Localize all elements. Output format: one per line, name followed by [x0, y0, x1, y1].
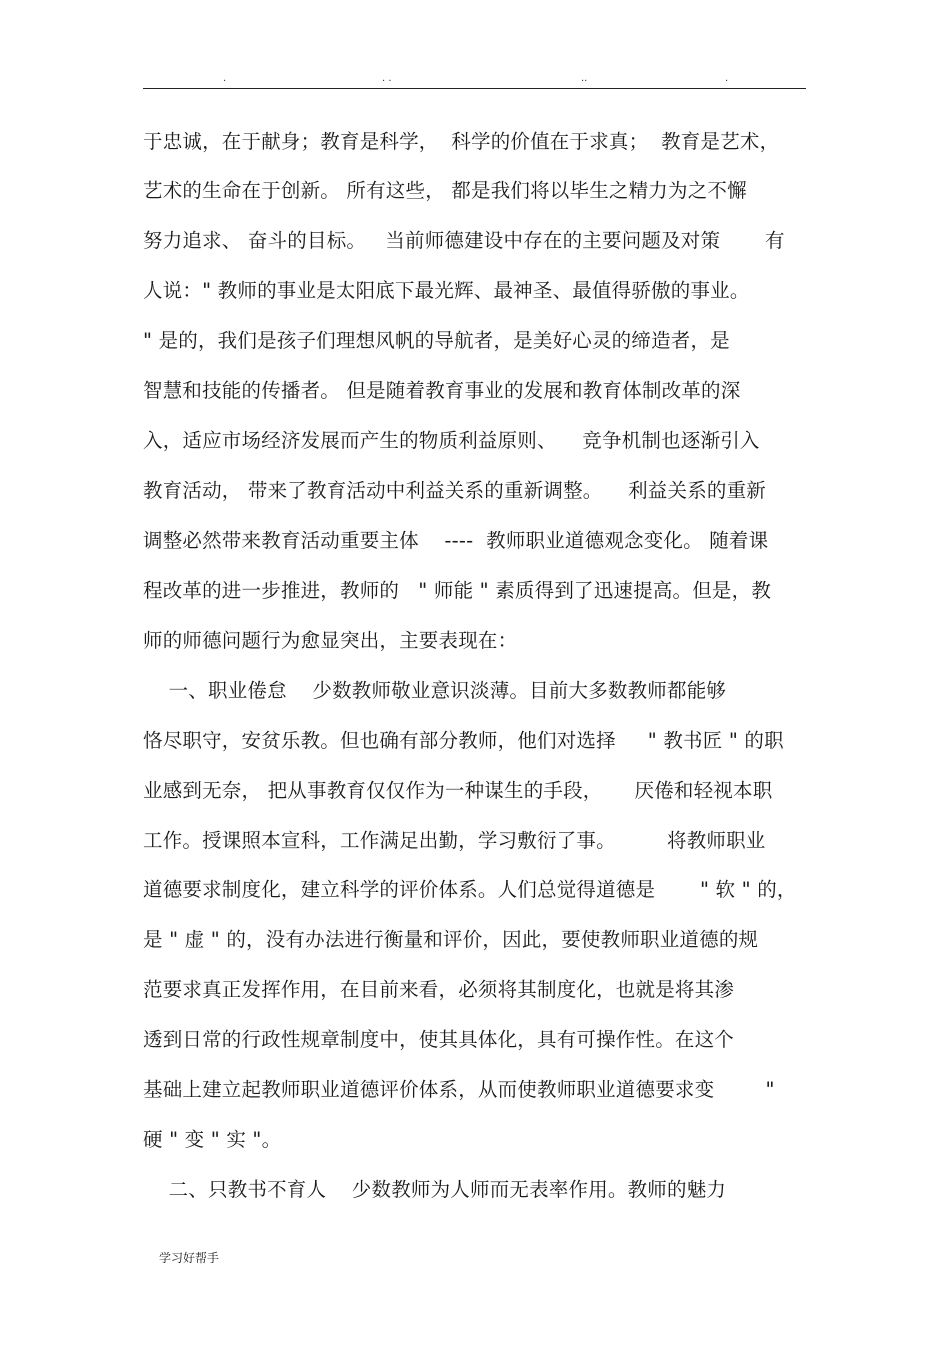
header-mark: ..: [581, 73, 588, 84]
text-line: 道德要求制度化，建立科学的评价体系。人们总觉得道德是 " 软 " 的，: [143, 878, 797, 901]
text-line: 于忠诚，在于献身；教育是科学， 科学的价值在于求真； 教育是艺术，: [143, 130, 780, 153]
text-line: 艺术的生命在于创新。 所有这些， 都是我们将以毕生之精力为之不懈: [143, 179, 747, 202]
text-line: 一、职业倦怠 少数教师敬业意识淡薄。目前大多数教师都能够: [143, 679, 727, 702]
text-line: 基础上建立起教师职业道德评价体系，从而使教师职业道德要求变 ": [143, 1078, 775, 1101]
text-line: " 是的，我们是孩子们理想风帆的导航者，是美好心灵的缔造者，是: [143, 329, 730, 352]
page-footer: 学习好帮手: [159, 1251, 220, 1265]
text-line: 入，适应市场经济发展而产生的物质利益原则、 竞争机制也逐渐引入: [143, 429, 760, 452]
text-line: 程改革的进一步推进，教师的 " 师能 " 素质得到了迅速提高。但是，教: [143, 579, 772, 602]
header-mark: . .: [382, 73, 392, 84]
text-line: 恪尽职守，安贫乐教。但也确有部分教师，他们对选择 " 教书匠 " 的职: [143, 729, 784, 752]
text-line: 人说：" 教师的事业是太阳底下最光辉、最神圣、最值得骄傲的事业。: [143, 279, 750, 302]
text-line: 透到日常的行政性规章制度中，使其具体化，具有可操作性。在这个: [143, 1028, 735, 1051]
text-line: 努力追求、 奋斗的目标。 当前师德建设中存在的主要问题及对策 有: [143, 229, 785, 252]
page-header: [143, 72, 806, 86]
text-line: 调整必然带来教育活动重要主体 ---- 教师职业道德观念变化。 随着课: [143, 529, 769, 552]
text-line: 业感到无奈， 把从事教育仅仅作为一种谋生的手段， 厌倦和轻视本职: [143, 779, 773, 802]
text-line: 范要求真正发挥作用，在目前来看，必须将其制度化，也就是将其渗: [143, 978, 735, 1001]
text-line: 工作。授课照本宣科，工作满足出勤，学习敷衍了事。 将教师职业: [143, 829, 766, 852]
text-line: 教育活动， 带来了教育活动中利益关系的重新调整。 利益关系的重新: [143, 479, 766, 502]
header-rule: [143, 88, 806, 89]
header-mark: .: [223, 73, 227, 84]
header-mark: .: [725, 73, 729, 84]
text-line: 二、只教书不育人 少数教师为人师而无表率作用。教师的魅力: [143, 1178, 727, 1201]
text-line: 智慧和技能的传播者。 但是随着教育事业的发展和教育体制改革的深: [143, 379, 741, 402]
text-line: 硬 " 变 " 实 "。: [143, 1128, 282, 1151]
text-line: 是 " 虚 " 的，没有办法进行衡量和评价，因此，要使教师职业道德的规: [143, 928, 759, 951]
text-line: 师的师德问题行为愈显突出，主要表现在：: [143, 629, 518, 652]
